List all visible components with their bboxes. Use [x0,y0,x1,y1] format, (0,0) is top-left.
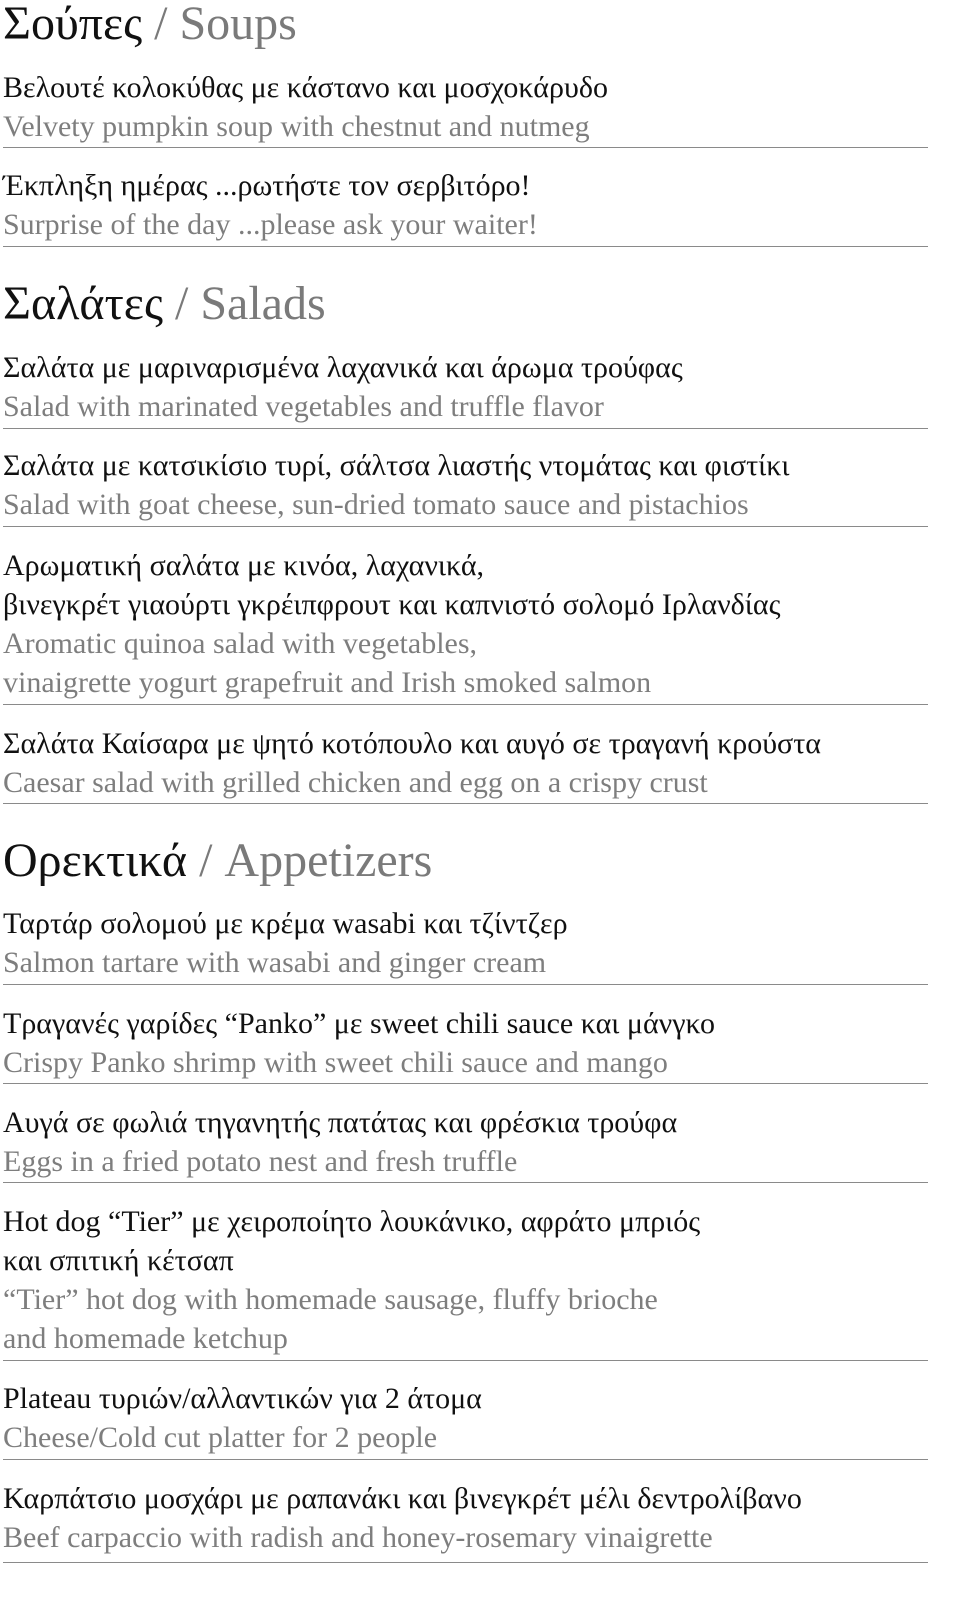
divider [3,1459,928,1460]
section-title-greek: Σούπες [3,0,143,50]
menu-item-english: “Tier” hot dog with homemade sausage, fluffy brioche [3,1283,658,1316]
menu-item-english: Aromatic quinoa salad with vegetables, [3,627,478,660]
menu-item [3,1379,928,1457]
divider [3,1360,928,1361]
menu-item-greek: και σπιτική κέτσαπ [3,1244,234,1277]
menu-item [3,446,928,524]
menu-item-greek: Ταρτάρ σολομού με κρέμα wasabi και τζίντζερ [3,907,568,940]
divider [3,246,928,247]
menu-item-greek: Τραγανές γαρίδες “Panko” με sweet chili sauce και μάνγκο [3,1007,715,1040]
divider [3,147,928,148]
menu-item [3,348,928,426]
menu-item-english: Velvety pumpkin soup with chestnut and nutmeg [3,110,590,143]
divider [3,803,928,804]
section-title [3,275,326,333]
section-title-greek: Σαλάτες [3,277,163,330]
menu-item-english: and homemade ketchup [3,1322,288,1355]
section-title-separator: / [187,834,225,887]
divider [3,1182,928,1183]
section-title-separator: / [142,0,180,50]
menu-item [3,166,928,244]
divider [3,526,928,527]
menu-item-english: Salad with marinated vegetables and truffle flavor [3,390,604,423]
menu-item-greek: Βελουτέ κολοκύθας με κάστανο και μοσχοκάρυδο [3,71,608,104]
section-title-english: Appetizers [224,834,433,887]
menu-item-english: Caesar salad with grilled chicken and egg on a crispy crust [3,766,708,799]
menu-item-english: Cheese/Cold cut platter for 2 people [3,1421,438,1454]
section-title [3,832,432,890]
menu-item-greek: βινεγκρέτ γιαούρτι γκρέιπφρουτ και καπνιστό σολομό Ιρλανδίας [3,588,781,621]
menu-item-english: Surprise of the day ...please ask your waiter! [3,208,538,241]
menu-item-english: Salmon tartare with wasabi and ginger cream [3,946,547,979]
divider [3,984,928,985]
menu-item-english: vinaigrette yogurt grapefruit and Irish smoked salmon [3,666,652,699]
menu-item [3,1103,928,1181]
menu-item-greek: Καρπάτσιο μοσχάρι με ραπανάκι και βινεγκρέτ μέλι δεντρολίβανο [3,1482,802,1515]
menu-item-english: Beef carpaccio with radish and honey-rosemary vinaigrette [3,1521,713,1554]
divider [3,428,928,429]
menu-item [3,546,928,702]
menu-item-greek: Plateau τυριών/αλλαντικών για 2 άτομα [3,1382,482,1415]
menu-item-greek: Έκπληξη ημέρας ...ρωτήστε τον σερβιτόρο! [3,169,531,202]
menu-item-english: Crispy Panko shrimp with sweet chili sauce and mango [3,1046,668,1079]
section-title-english: Soups [179,0,297,50]
section-title [3,0,297,53]
menu-item-greek: Αυγά σε φωλιά τηγανητής πατάτας και φρέσκια τρούφα [3,1106,678,1139]
menu-item-greek: Σαλάτα Καίσαρα με ψητό κοτόπουλο και αυγό σε τραγανή κρούστα [3,727,821,760]
menu-item [3,1202,928,1358]
section-title-greek: Ορεκτικά [3,834,188,887]
divider [3,1083,928,1084]
menu-item-greek: Σαλάτα με μαριναρισμένα λαχανικά και άρωμα τρούφας [3,351,683,384]
menu-item [3,724,928,802]
menu-item-english: Salad with goat cheese, sun-dried tomato sauce and pistachios [3,488,749,521]
divider [3,1562,928,1563]
menu-item-greek: Hot dog “Tier” με χειροποίητο λουκάνικο, αφράτο μπριός [3,1205,701,1238]
section-title-separator: / [162,277,201,330]
menu-item [3,68,928,146]
menu-item [3,1004,928,1082]
menu-item-english: Eggs in a fried potato nest and fresh truffle [3,1145,518,1178]
menu-item-greek: Σαλάτα με κατσικίσιο τυρί, σάλτσα λιαστής ντομάτας και φιστίκι [3,449,790,482]
section-title-english: Salads [200,277,326,330]
menu-item [3,904,928,982]
menu-item [3,1479,928,1557]
menu-item-greek: Αρωματική σαλάτα με κινόα, λαχανικά, [3,549,485,582]
divider [3,704,928,705]
